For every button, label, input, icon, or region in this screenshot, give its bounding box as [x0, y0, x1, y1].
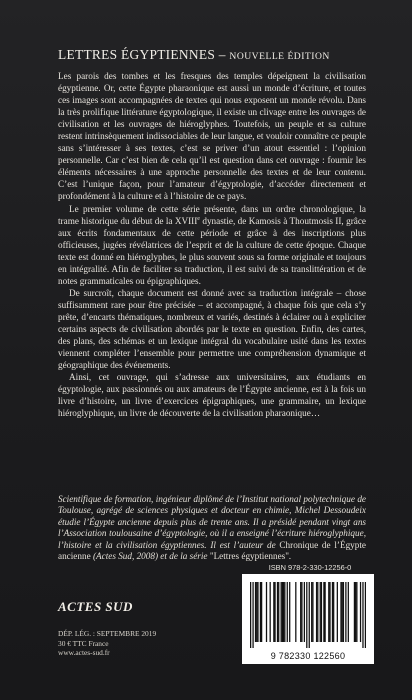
barcode-bar — [284, 582, 285, 642]
barcode-bar — [295, 582, 296, 642]
barcode-bar — [283, 582, 284, 642]
barcode-bar — [337, 582, 338, 642]
barcode-bar — [320, 582, 321, 642]
author-bio-end: . — [289, 551, 292, 562]
blurb-paragraph-2-end: dynastie, de Kamosis à Thoutmosis II, grâce aux écrits fondamentaux de cette période et grâce à des inscriptions plus officieuses, jugées révélatrices de l’esprit et de la culture de cette époque. Chaque texte est donné en hiéroglyphes, le plus souvent sous sa forme originale et toujours en intégralité. Afin de faciliter sa traduction, il est suivi de sa translittération et de notes grammaticales ou épigraphiques. — [58, 215, 366, 286]
barcode-bar — [252, 582, 253, 648]
barcode-bars-icon — [250, 582, 366, 648]
barcode-bar — [277, 582, 278, 642]
isbn-label: ISBN 978-2-330-12256-0 — [268, 563, 352, 572]
barcode-bar — [333, 582, 334, 642]
series-subtitle: NOUVELLE ÉDITION — [229, 51, 330, 62]
barcode-bar — [282, 582, 283, 642]
barcode-bar — [304, 582, 305, 642]
publisher-logo: ACTES SUD — [58, 599, 133, 614]
barcode-bar — [317, 582, 318, 642]
blurb-paragraph-4: Ainsi, cet ouvrage, qui s’adresse aux universitaires, aux étudiants en égyptologie, aux passionnés ou aux amateurs de l’Égypte ancienne, est à la fois un livre d’histoire, un livre d’exercices épigraphiques, une grammaire, un lexique hiéroglyphique, un livre de découverte de la civilisation pharaonique… — [58, 372, 366, 419]
barcode-bar — [340, 582, 341, 642]
barcode-bar — [329, 582, 330, 642]
barcode-bar — [355, 582, 356, 642]
blurb — [58, 70, 366, 419]
author-book-title: Chronique de l’Égypte ancienne — [58, 539, 366, 562]
author-bio — [58, 494, 366, 562]
barcode-bar — [343, 582, 344, 642]
barcode-bar — [362, 582, 363, 648]
barcode-digits: 9 782330 122560 — [270, 651, 346, 661]
barcode-bar — [260, 582, 261, 642]
barcode-bar — [250, 582, 251, 648]
author-series-title: "Lettres égyptiennes" — [209, 551, 290, 562]
barcode-bar — [324, 582, 325, 642]
legal-info — [58, 629, 156, 658]
blurb-paragraph-1: Les parois des tombes et les fresques des temples dépeignent la civilisation égyptienne. Or, cette Égypte pharaonique est aussi un monde d’écriture, et toutes ces images sont accompagnées de textes qui nous exposent un monde révolu. Dans la très prolifique littérature égyptologique, il existe un clivage entre les ouvrages de civilisation et les ouvrages de hiéroglyphes. Toutefois, un peuple et sa culture restent intrinsèquement indissociables de leur langue, et vouloir connaître ce peuple sans s’intéresser à ses textes, c’est se priver d’un atout essentiel : l’opinion personnelle. Car c’est bien de cela qu’il est question dans cet ouvrage : fournir les éléments nécessaires à une approche personnelle des textes et de leur contenu. C’est l’unique façon, pour l’amateur d’égyptologie, d’accéder directement et profondément à la culture et à l’histoire de ce pays. — [58, 71, 366, 202]
series-main-title: LETTRES ÉGYPTIENNES — [58, 47, 216, 62]
barcode-bar — [356, 582, 357, 642]
barcode-bar — [301, 582, 302, 642]
legal-deposit: DÉP. LÉG. : SEPTEMBRE 2019 — [58, 629, 157, 638]
barcode-bar — [321, 582, 322, 642]
barcode-bar — [332, 582, 333, 642]
barcode-bar — [266, 582, 267, 642]
barcode-bar — [360, 582, 361, 642]
barcode-bar — [306, 582, 307, 648]
series-title — [58, 47, 388, 63]
barcode-bar — [257, 582, 258, 642]
barcode-bar — [309, 582, 310, 648]
blurb-paragraph-3: De surcroît, chaque document est donné avec sa traduction intégrale – chose suffisamment rare pour être précisée – et accompagné, à chaque fois que cela s’y prête, d’encarts thématiques, nombreux et variés, destinés à éclairer ou à expliciter certains aspects de civilisation abordés par le texte en question. Enfin, des cartes, des plans, des schémas et un lexique intégral du vocabulaire usité dans les textes viennent compléter l’ensemble pour permettre une compréhension dynamique et géographique des événements. — [58, 287, 366, 371]
barcode-bar — [255, 582, 256, 642]
barcode-bar — [365, 582, 366, 648]
barcode-bar — [316, 582, 317, 642]
barcode-bar — [323, 582, 324, 642]
price: 30 € TTC France — [58, 638, 109, 648]
website-link[interactable]: www.actes-sud.fr — [58, 648, 110, 658]
barcode-bar — [273, 582, 274, 642]
blurb-paragraph-2-start: Le premier volume de cette série présente, dans un ordre chronologique, la trame historique du début de la XVIII — [58, 203, 366, 226]
dynasty-superscript: e — [197, 215, 200, 222]
blurb-paragraph-2 — [58, 203, 366, 287]
barcode-bar — [328, 582, 329, 642]
barcode-bar — [342, 582, 343, 642]
barcode-bar — [278, 582, 279, 642]
author-bio-text: Scientifique de formation, ingénieur diplômé de l’Institut national polytechnique de Toulouse, agrégé de sciences physiques et docteur en chimie, Michel Dessoudeix étudie l’Égypte ancienne depuis plus de trente ans. Il a présidé pendant vingt ans l’Association toulousaine d’égyptologie, où il a enseigné l’écriture hiéroglyphique, l’histoire et la civilisation égyptiennes. Il est l’auteur de — [58, 494, 366, 550]
barcode-bar — [311, 582, 312, 642]
barcode-bar — [289, 582, 290, 642]
barcode-bar — [312, 582, 313, 642]
barcode-bar — [287, 582, 288, 642]
series-title-separator: – — [218, 47, 226, 62]
barcode-bar — [354, 582, 355, 642]
barcode-bar — [256, 582, 257, 642]
barcode-bar — [348, 582, 349, 642]
barcode-bar — [345, 582, 346, 642]
barcode-bar — [281, 582, 282, 642]
barcode-bar — [274, 582, 275, 642]
barcode-bar — [261, 582, 262, 642]
barcode — [242, 574, 374, 664]
barcode-bar — [270, 582, 271, 642]
barcode-bar — [300, 582, 301, 642]
author-bio-text-2: (Actes Sud, 2008) et de la série — [90, 551, 210, 562]
